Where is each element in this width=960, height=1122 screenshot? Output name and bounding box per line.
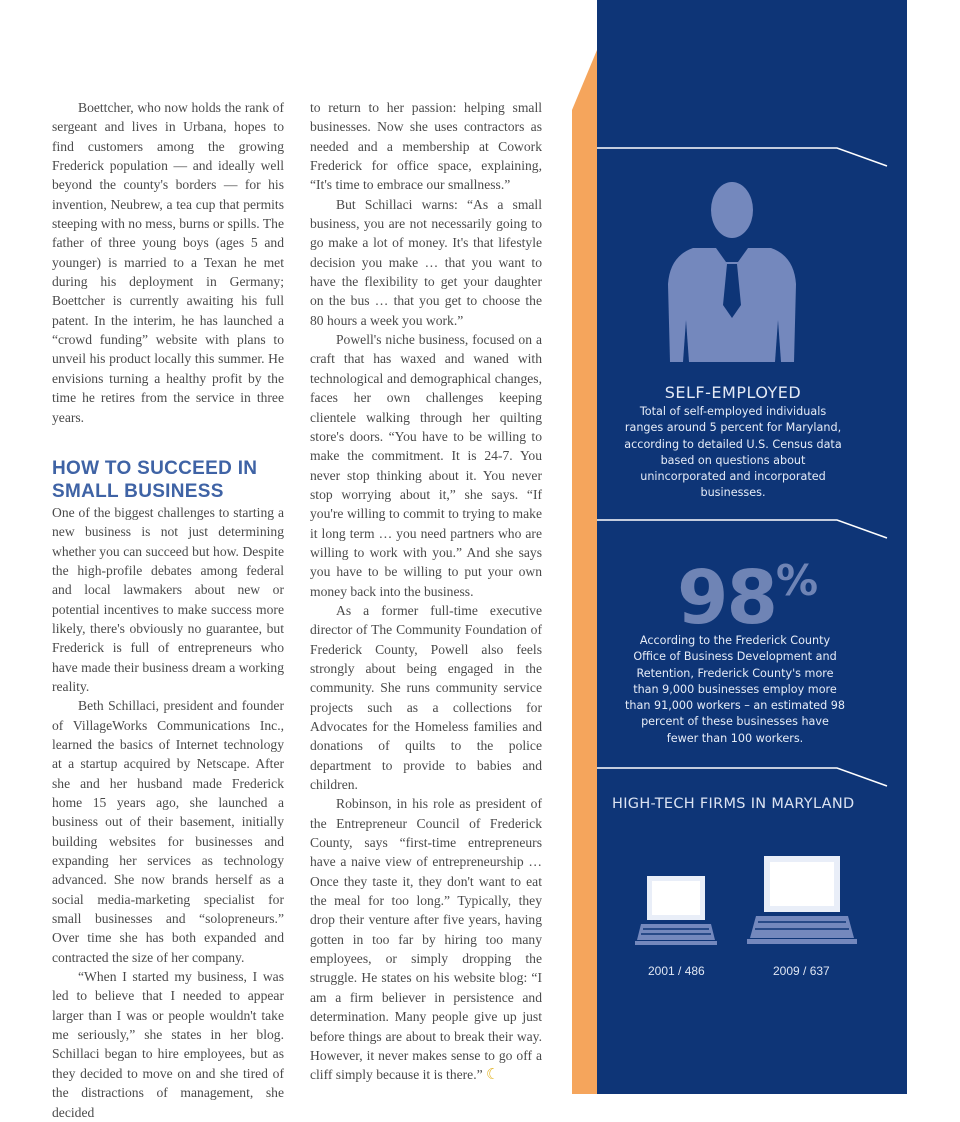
infographic-sidebar <box>597 0 907 1094</box>
paragraph: One of the biggest challenges to starting a new business is not just determining whether you can succeed but how. Despite the high-profile debates among federal and local lawmakers about new or potential incentives to make success more likely, there's obviously no guarantee, but Frederick is full of entrepreneurs who have made their business dream a working reality. <box>52 504 284 694</box>
laptop-icon <box>747 856 857 944</box>
divider-line <box>597 148 887 166</box>
self-employed-title: SELF-EMPLOYED <box>664 383 802 402</box>
paragraph: Powell's niche business, focused on a craft that has waxed and waned with technological and demographical changes, faces her own challenges keeping clientele walking through her quilting store's doors. “You have to be willing to make the commitment. It is 24-7. You never stop thinking about it. You never stop worrying about it,” she says. “If you're willing to commit to trying to make it long term … you need partners who are willing to work with you.” And she says you have to be willing to put your own money back into the business. <box>310 332 542 599</box>
paragraph <box>310 794 542 1085</box>
paragraph: But Schillaci warns: “As a small business, you are not necessarily going to go make a lot of money. It's that lifestyle decision you make … that you want to have the flexibility to get your daughter on the bus … that you get to choose the 80 hours a week you work.” <box>310 196 542 328</box>
stat-figure <box>677 536 818 643</box>
divider-line <box>597 768 887 786</box>
article-column-2 <box>310 98 542 1086</box>
laptop-label-2001: 2001 / 486 <box>648 964 705 978</box>
paragraph: Boettcher, who now holds the rank of sergeant and lives in Urbana, hopes to find customers among the growing Frederick population — and ideally well beyond the county's borders — for his invention, Neubrew, a tea cup that permits steeping with no mess, burns or spills. The father of three young boys (ages 5 and younger) is married to a Texan he met during his deployment in Germany; Boettcher is currently awaiting his full patent. In the interim, he has launched a “crowd funding” website with plans to unveil his product locally this summer. He envisions turning a healthy profit by the time he retires from the service in three years. <box>52 100 284 425</box>
stat-number: 98 <box>677 555 776 641</box>
paragraph: to return to her passion: helping small businesses. Now she uses contractors as needed and a membership at Cowork Frederick for office space, explaining, “It's time to embrace our smallness.” <box>310 100 542 193</box>
businessman-icon <box>668 182 796 362</box>
end-mark-icon: ☾ <box>486 1067 500 1084</box>
paragraph: “When I started my business, I was led to believe that I needed to appear larger than I was or people wouldn't take me seriously,” she states in her blog. Schillaci began to hire employees, but as they decided to move on and she tired of the distractions of management, she decided <box>52 969 284 1120</box>
laptop-label-2009: 2009 / 637 <box>773 964 830 978</box>
section-heading: HOW TO SUCCEED IN SMALL BUSINESS <box>52 457 258 502</box>
article-column-1 <box>52 98 284 1122</box>
paragraph: Beth Schillaci, president and founder of VillageWorks Communications Inc., learned the basics of Internet technology at a startup acquired by Netscape. After she and her husband made Frederick home 15 years ago, she launched a business out of their basement, initially building websites for businesses and expanding her services as technology advanced. She now brands herself as a social media-marketing specialist for small businesses and “solopreneurs.” Over time she has both expanded and contracted the size of her company. <box>52 698 284 965</box>
high-tech-title: HIGH-TECH FIRMS IN MARYLAND <box>612 796 855 812</box>
self-employed-description: Total of self-employed individuals ranges around 5 percent for Maryland, according to detailed U.S. Census data based on questions about unincorporated and incorporated businesses. <box>624 405 842 500</box>
laptop-icon <box>635 876 717 945</box>
paragraph-text: Robinson, in his role as president of the Entrepreneur Council of Frederick County, says “first-time entrepreneurs have a naive view of entrepreneurship … Once they taste it, they don't want to eat the meal for too long.” Typically, they drop their venture after five years, having gotten in too far by hiring too many employees, or simply dropping the struggle. He states on his website blog: “I am a firm believer in persistence and determination. Many people give up just before things are about to break their way. However, it never makes sense to go off a cliff simply because it is there.” <box>310 796 542 1083</box>
paragraph: As a former full-time executive director of The Community Foundation of Frederick County, Powell also feels strongly about being engaged in the community. She runs community service projects such as a collections for Advocates for the Homeless families and donations of quilts to the police department to provide to babies and children. <box>310 602 542 793</box>
stat-description: According to the Frederick County Office of Business Development and Retention, Frederick County's more than 9,000 businesses employ more than 91,000 workers – an estimated 98 percent of these businesses have fewer than 100 workers. <box>625 634 845 745</box>
stat-unit: % <box>775 556 819 605</box>
